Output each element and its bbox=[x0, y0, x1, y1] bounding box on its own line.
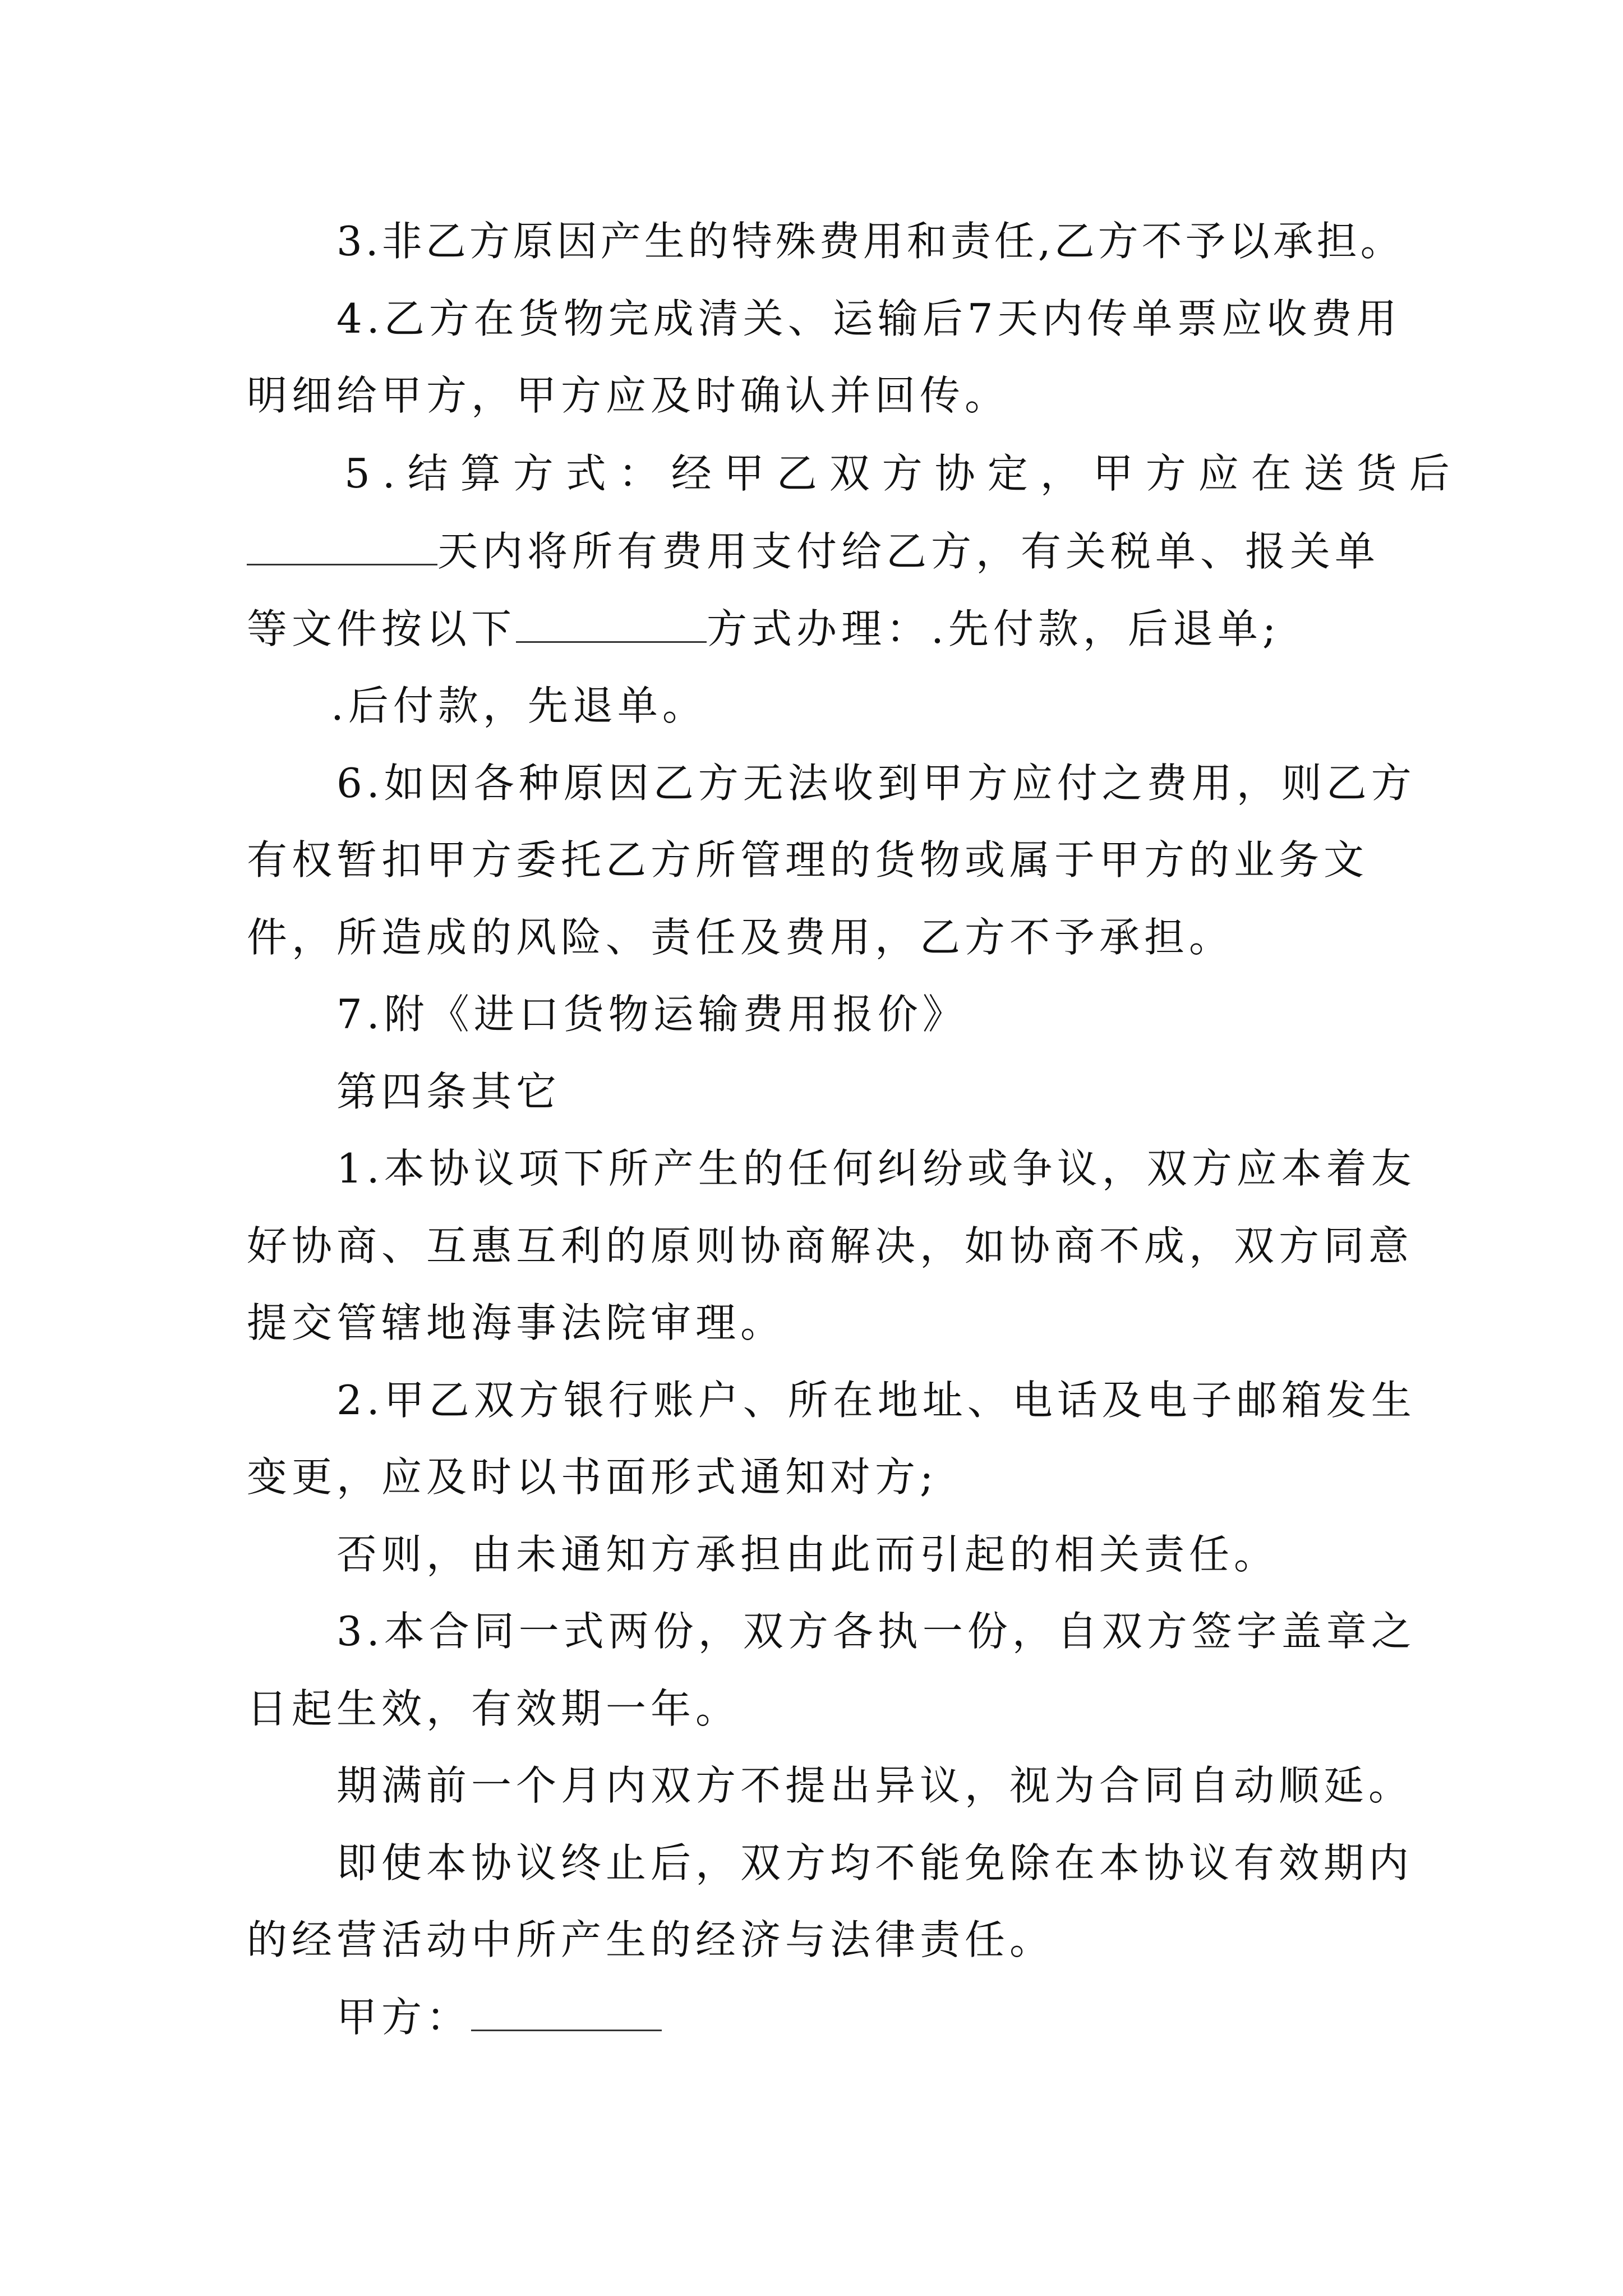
line-text: 否则，由未通知方承担由此而引起的相关责任。 bbox=[336, 1531, 1279, 1578]
clause-6-line-2 bbox=[247, 832, 1368, 888]
clause-5-line-3 bbox=[247, 601, 1280, 657]
line-text: 期满前一个月内双方不提出异议，视为合同自动顺延。 bbox=[336, 1762, 1414, 1809]
line-text: 提交管辖地海事法院审理。 bbox=[247, 1299, 786, 1346]
other-3-line-5 bbox=[247, 1912, 1054, 1968]
other-3-line-3 bbox=[336, 1757, 1413, 1814]
clause-3-special-costs bbox=[336, 213, 1458, 269]
other-3-line-2 bbox=[247, 1681, 740, 1737]
line-text: 好协商、互惠互利的原则协商解决，如协商不成，双方同意 bbox=[247, 1222, 1414, 1269]
line-text: .后付款，先退单。 bbox=[331, 682, 707, 729]
line-text: 方式办理：.先付款，后退单; bbox=[707, 605, 1281, 652]
other-3-line-4 bbox=[336, 1835, 1413, 1891]
line-text: 日起生效，有效期一年。 bbox=[247, 1685, 741, 1732]
clause-5-line-4 bbox=[331, 678, 707, 734]
clause-7-attachment bbox=[336, 986, 967, 1042]
line-text: 天内将所有费用支付给乙方，有关税单、报关单 bbox=[437, 528, 1380, 575]
line-text: 件，所造成的风险、责任及费用，乙方不予承担。 bbox=[247, 914, 1234, 961]
line-text: 即使本协议终止后，双方均不能免除在本协议有效期内 bbox=[336, 1839, 1414, 1887]
line-text: 5.结算方式：经甲乙双方协定，甲方应在送货后 bbox=[344, 450, 1462, 497]
clause-4-line-2 bbox=[247, 367, 1009, 424]
party-a-blank[interactable] bbox=[471, 1996, 662, 2031]
line-text: 6.如因各种原因乙方无法收到甲方应付之费用，则乙方 bbox=[336, 760, 1416, 807]
method-blank[interactable] bbox=[516, 608, 707, 643]
other-2-line-3 bbox=[336, 1526, 1279, 1582]
line-text: 等文件按以下 bbox=[247, 605, 517, 652]
other-1-line-3 bbox=[247, 1295, 785, 1351]
other-3-line-1 bbox=[336, 1603, 1416, 1659]
line-text: 有权暂扣甲方委托乙方所管理的货物或属于甲方的业务文 bbox=[247, 836, 1369, 884]
line-text: 7.附《进口货物运输费用报价》 bbox=[336, 991, 967, 1038]
line-text: 1.本协议项下所产生的任何纠纷或争议，双方应本着友 bbox=[336, 1145, 1416, 1192]
other-1-line-1 bbox=[336, 1140, 1416, 1197]
clause-5-line-1 bbox=[344, 445, 1462, 501]
other-1-line-2 bbox=[247, 1218, 1413, 1274]
clause-5-line-2 bbox=[247, 523, 1380, 579]
party-a-signature-line bbox=[336, 1989, 662, 2045]
line-text: 变更，应及时以书面形式通知对方; bbox=[247, 1453, 938, 1501]
line-text: 明细给甲方，甲方应及时确认并回传。 bbox=[247, 372, 1010, 419]
line-text: 第四条其它 bbox=[336, 1068, 561, 1115]
clause-4-line-1 bbox=[336, 291, 1401, 347]
other-2-line-2 bbox=[247, 1449, 938, 1505]
line-text: 2.甲乙双方银行账户、所在地址、电话及电子邮箱发生 bbox=[336, 1377, 1416, 1424]
other-2-line-1 bbox=[336, 1372, 1416, 1428]
party-a-label: 甲方： bbox=[336, 1994, 472, 2041]
days-blank[interactable] bbox=[247, 530, 437, 565]
line-text: 4.乙方在货物完成清关、运输后7天内传单票应收费用 bbox=[336, 295, 1401, 342]
clause-6-line-3 bbox=[247, 909, 1234, 965]
line-text: 3.非乙方原因产生的特殊费用和责任,乙方不予以承担。 bbox=[336, 218, 1404, 265]
article-4-heading bbox=[336, 1064, 561, 1120]
clause-6-line-1 bbox=[336, 755, 1416, 811]
line-text: 的经营活动中所产生的经济与法律责任。 bbox=[247, 1916, 1055, 1963]
line-text: 3.本合同一式两份，双方各执一份，自双方签字盖章之 bbox=[336, 1608, 1416, 1655]
